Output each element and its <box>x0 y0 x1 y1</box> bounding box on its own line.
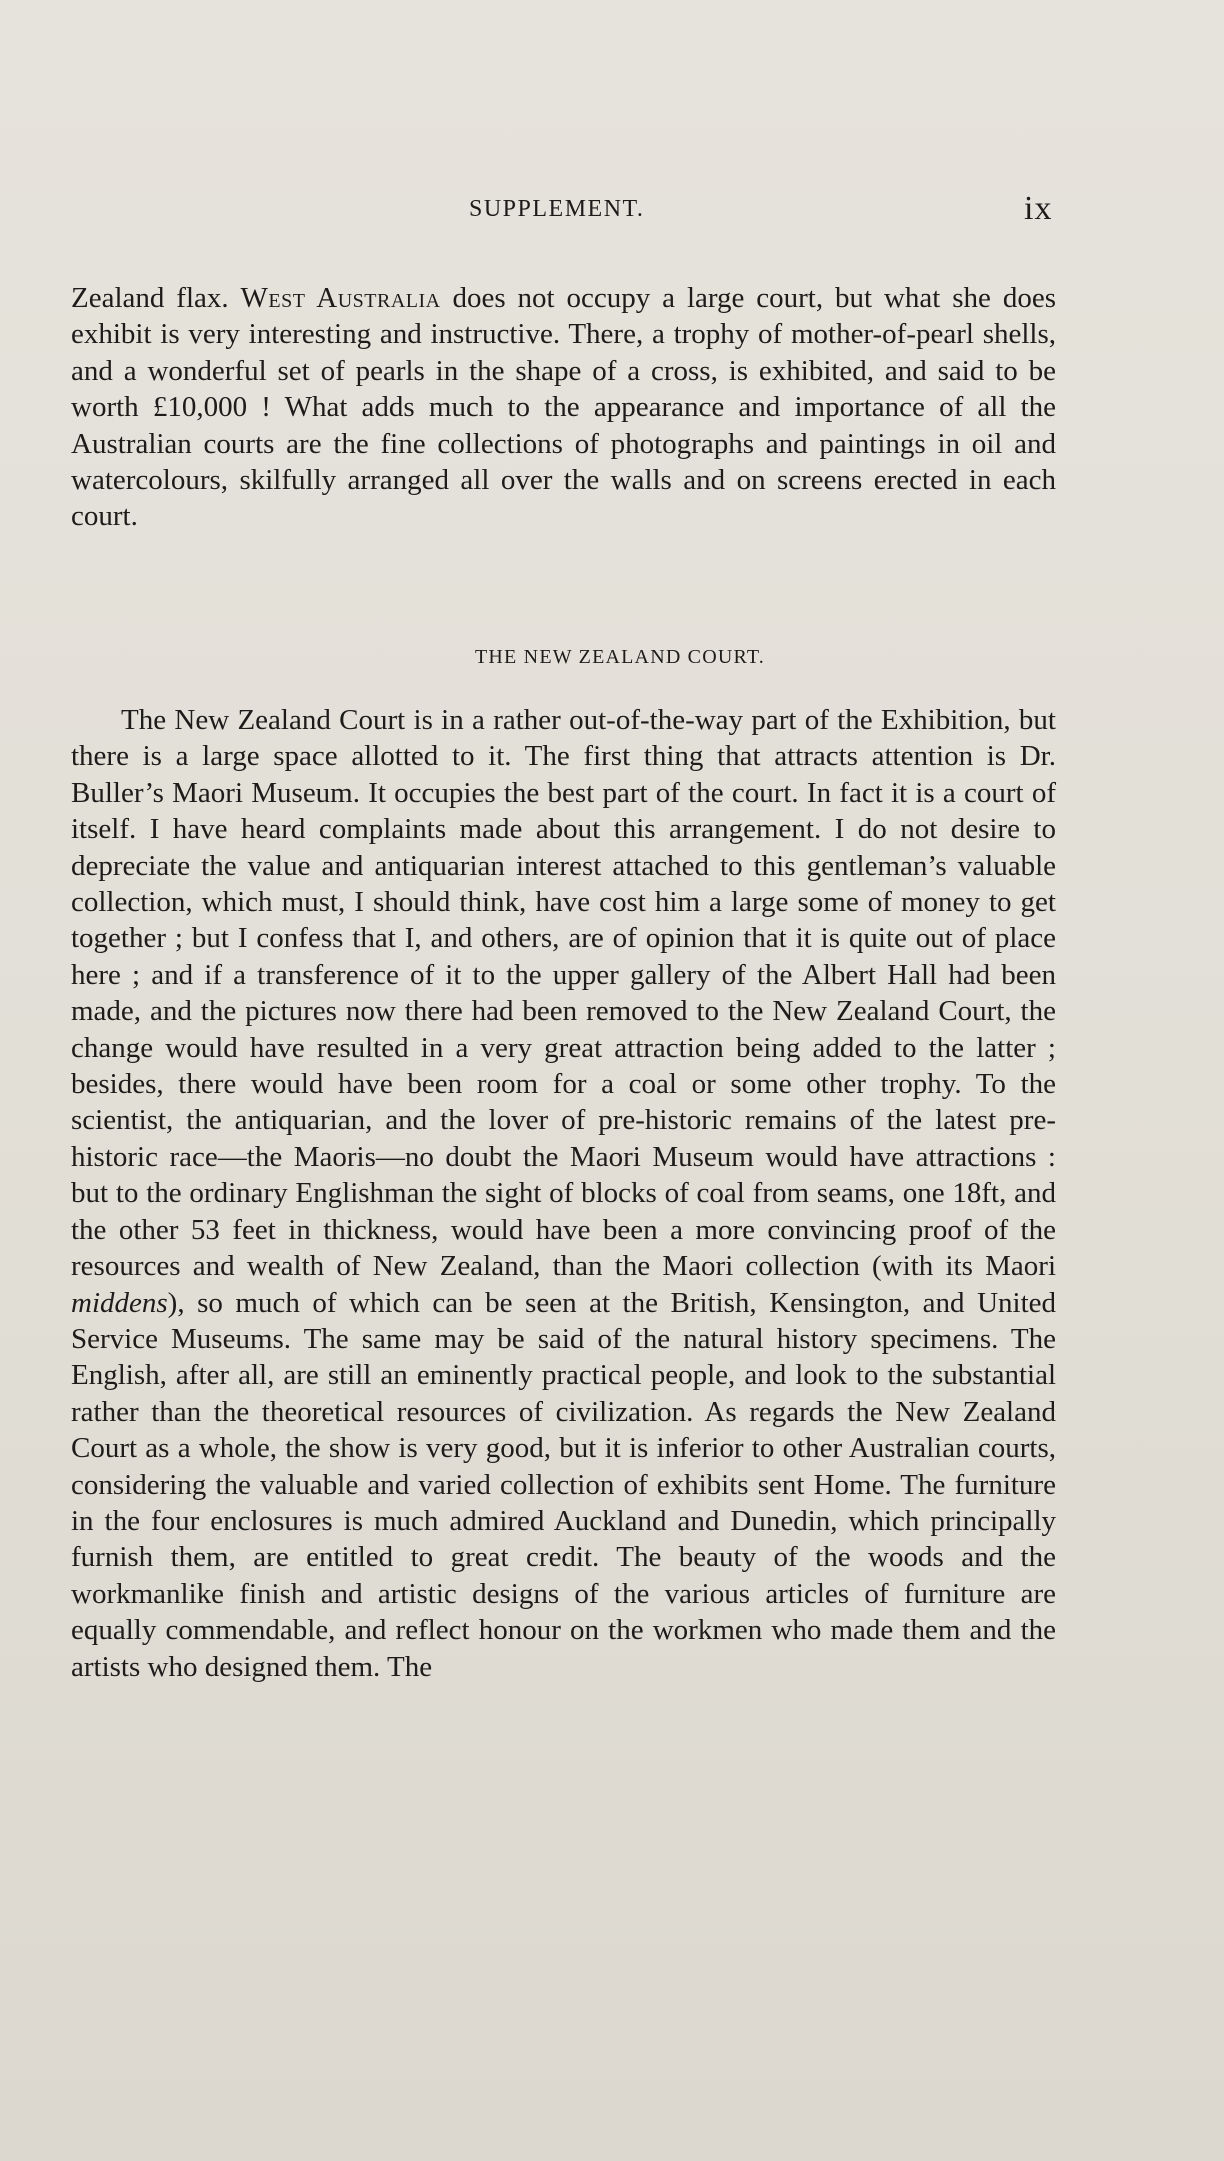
page-number: ix <box>1024 190 1053 227</box>
paragraph-west-australia <box>71 280 1056 535</box>
paragraph-text-rest: ), so much of which can be seen at the British, Kensington, and United Service Museums. The same may be said of the natural history specimens. The English, after all, are still an eminently practical people, and look to the substantial rather than the theoretical resources of civilization. As regards the New Zealand Court as a whole, the show is very good, but it is inferior to other Australian courts, considering the valuable and varied collection of exhibits sent Home. The furniture in the four enclosures is much admired Auckland and Dunedin, which principally furnish them, are entitled to great credit. The beauty of the woods and the workmanlike finish and artistic designs of the various articles of furniture are equally commendable, and reflect honour on the workmen who made them and the artists who designed them. The <box>71 1286 1056 1683</box>
paragraph-text <box>71 702 1056 1685</box>
paragraph-text-lead: The New Zealand Court is in a rather out-of-the-way part of the Exhibition, but there is a large space allotted to it. The first thing that attracts attention is Dr. Buller’s Maori Museum. It occupies the best part of the court. In fact it is a court of itself. I have heard complaints made about this arrangement. I do not desire to depreciate the value and antiquarian interest attached to this gentleman’s valuable collection, which must, I should think, have cost him a large some of money to get together ; but I confess that I, and others, are of opinion that it is quite out of place here ; and if a transference of it to the upper gallery of the Albert Hall had been made, and the pictures now there had been removed to the New Zealand Court, the change would have resulted in a very great attraction being added to the latter ; besides, there would have been room for a coal or some other trophy. To the scientist, the antiquarian, and the lover of pre-historic remains of the latest pre-historic race—the Maoris—no doubt the Maori Museum would have attractions : but to the ordinary Englishman the sight of blocks of coal from seams, one 18ft, and the other 53 feet in thickness, would have been a more convincing proof of the resources and wealth of New Zealand, than the Maori collection (with its Maori <box>71 704 1056 1283</box>
running-head <box>0 190 1224 230</box>
italic-term-middens: middens <box>71 1286 168 1319</box>
section-heading: THE NEW ZEALAND COURT. <box>475 646 765 668</box>
paragraph-text-lead: Zealand flax. <box>71 282 241 314</box>
running-title: SUPPLEMENT. <box>469 196 645 222</box>
paragraph-text <box>71 280 1056 535</box>
paragraph-text-rest: does not occupy a large court, but what she does exhibit is very interesting and instructive. There, a trophy of mother-of-pearl shells, and a wonderful set of pearls in the shape of a cross, is exhibited, and said to be worth £10,000 ! What adds much to the appearance and importance of all the Australian courts are the fine collections of photographs and paintings in oil and watercolours, skilfully arranged all over the walls and on screens erected in each court. <box>71 282 1056 533</box>
paragraph-new-zealand-court <box>71 702 1056 1685</box>
place-name-west-australia: West Australia <box>240 282 441 314</box>
